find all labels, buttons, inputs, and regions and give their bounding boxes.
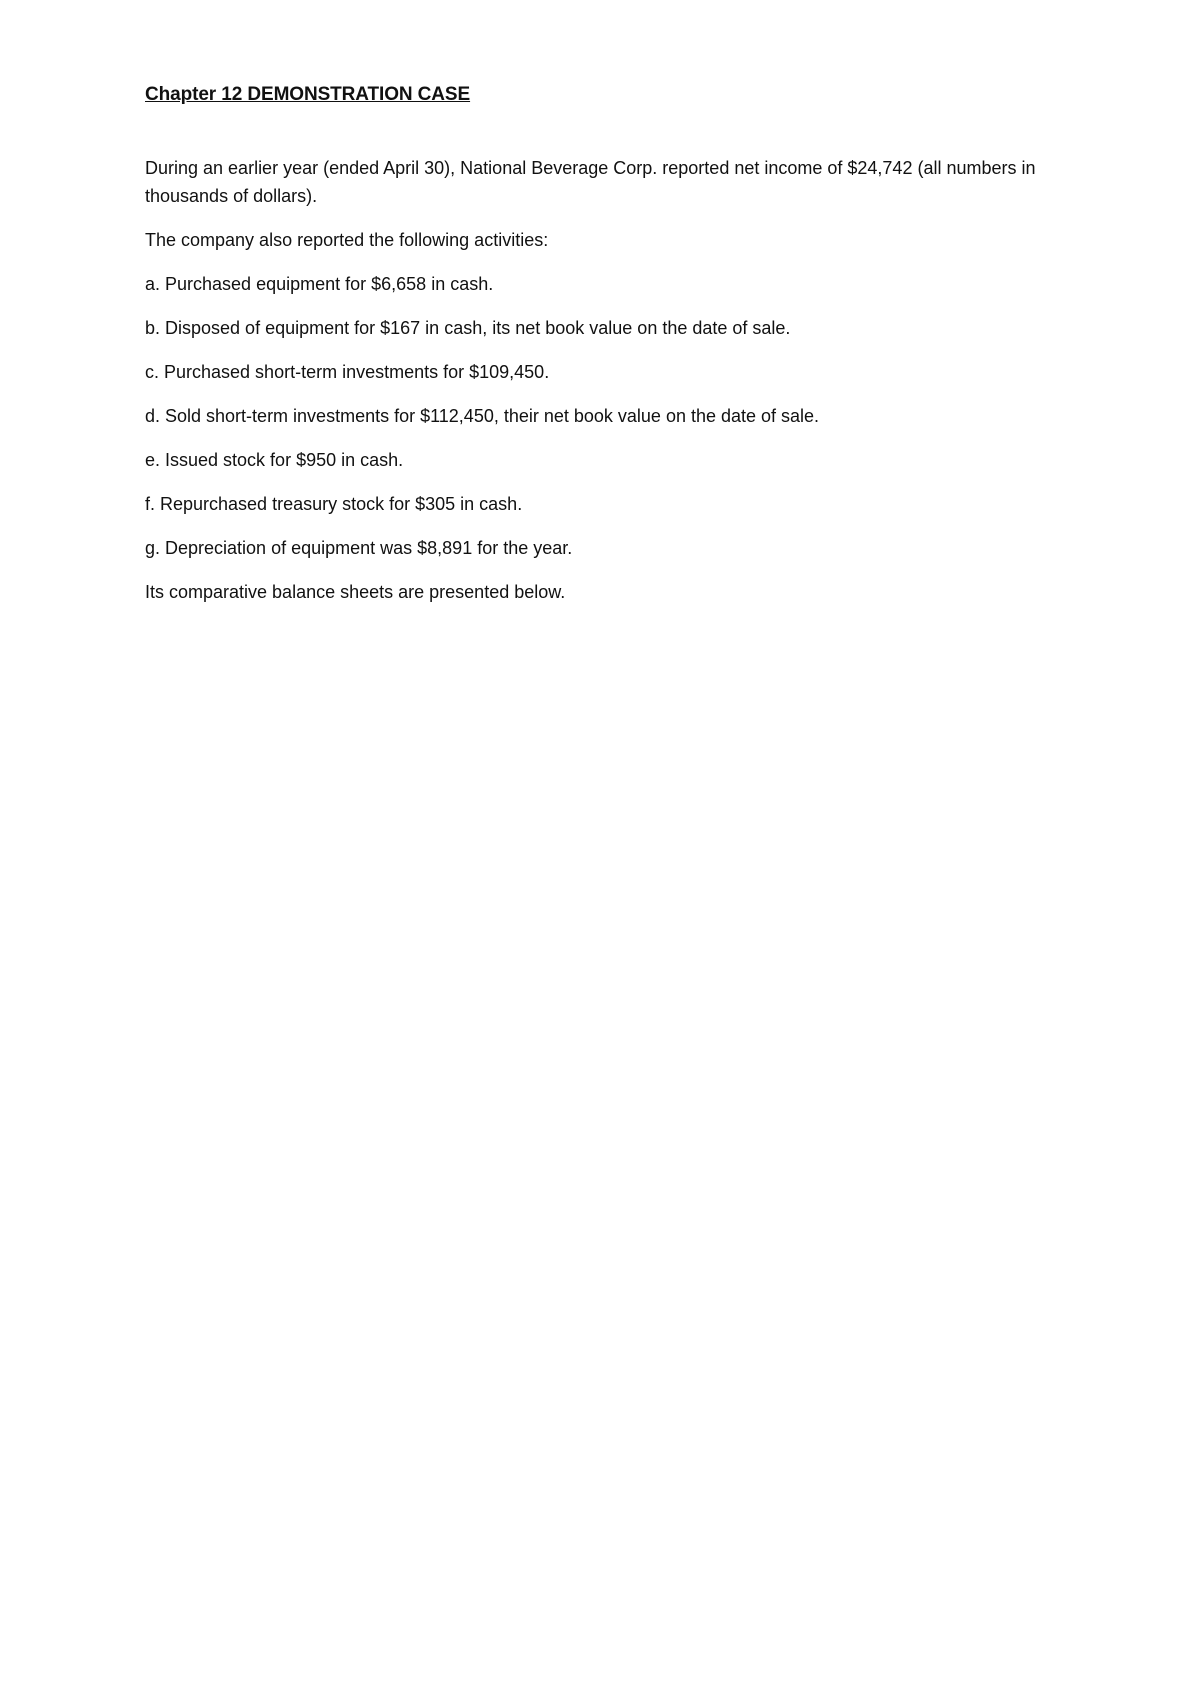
document-title: Chapter 12 DEMONSTRATION CASE — [145, 84, 471, 105]
activities-intro: The company also reported the following activities: — [145, 230, 549, 250]
document-body — [145, 82, 1075, 606]
closing-paragraph: Its comparative balance sheets are presented below. — [145, 582, 566, 602]
activity-c: c. Purchased short-term investments for $109,450. — [145, 362, 550, 382]
activity-d: d. Sold short-term investments for $112,450, their net book value on the date of sale. — [145, 406, 820, 426]
activity-a: a. Purchased equipment for $6,658 in cash. — [145, 274, 494, 294]
activity-f: f. Repurchased treasury stock for $305 in cash. — [145, 494, 523, 514]
activity-g: g. Depreciation of equipment was $8,891 for the year. — [145, 538, 573, 558]
activity-b: b. Disposed of equipment for $167 in cash, its net book value on the date of sale. — [145, 318, 791, 338]
intro-paragraph: During an earlier year (ended April 30), National Beverage Corp. reported net income of $24,742 (all numbers in thousands of dollars). — [145, 158, 1036, 206]
activity-e: e. Issued stock for $950 in cash. — [145, 450, 404, 470]
